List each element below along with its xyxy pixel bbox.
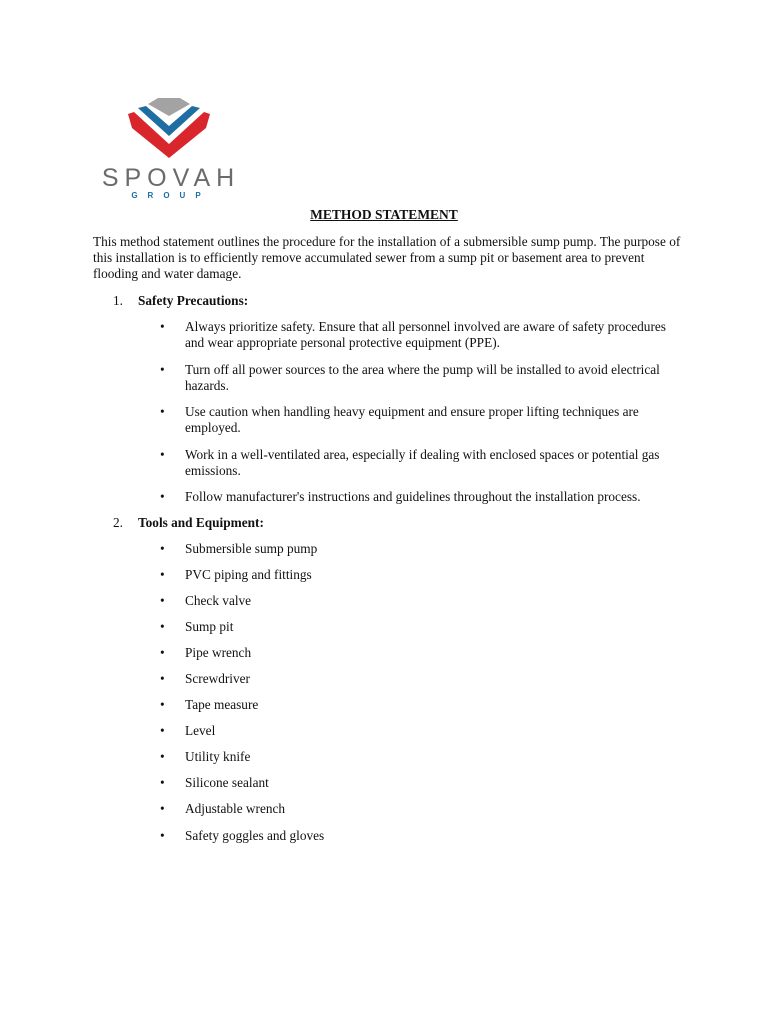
list-item-text: Utility knife [185,749,251,764]
list-item [160,723,680,739]
list-item [160,749,680,765]
list-item [160,404,680,436]
bullet-icon: • [160,749,165,764]
bullet-icon: • [160,645,165,660]
list-item [160,319,680,351]
list-item-text: Work in a well-ventilated area, especially if dealing with enclosed spaces or potential gas emissions. [185,447,660,478]
list-item [160,645,680,661]
bullet-icon: • [160,775,165,790]
bullet-icon: • [160,447,165,462]
bullet-icon: • [160,828,165,843]
section-number: 1. [113,293,123,308]
list-item-text: Level [185,723,216,738]
section-tools-heading [113,515,264,531]
list-item-text: Check valve [185,593,252,608]
section-label: Tools and Equipment: [138,515,264,530]
list-item-text: Sump pit [185,619,234,634]
bullet-icon: • [160,697,165,712]
list-item-text: Pipe wrench [185,645,252,660]
logo-wordmark: SPOVAH [101,164,241,192]
list-item [160,541,680,557]
bullet-icon: • [160,489,165,504]
bullet-icon: • [160,801,165,816]
document-title: METHOD STATEMENT [310,207,458,222]
list-item [160,801,680,817]
list-item-text: Tape measure [185,697,259,712]
list-item [160,697,680,713]
list-item-text: Screwdriver [185,671,250,686]
list-item [160,447,680,479]
list-item [160,619,680,635]
list-item-text: PVC piping and fittings [185,567,312,582]
bullet-icon: • [160,319,165,334]
company-logo [98,96,248,202]
list-item [160,593,680,609]
list-item-text: Safety goggles and gloves [185,828,325,843]
section-safety-heading [113,293,248,309]
list-item [160,489,700,505]
list-item-text: Silicone sealant [185,775,269,790]
bullet-icon: • [160,593,165,608]
list-item-text: Turn off all power sources to the area where the pump will be installed to avoid electrical hazards. [185,362,660,393]
bullet-icon: • [160,723,165,738]
section-number: 2. [113,515,123,530]
spovah-logo-icon [98,96,248,202]
bullet-icon: • [160,567,165,582]
section-label: Safety Precautions: [138,293,249,308]
list-item [160,567,680,583]
list-item [160,362,680,394]
bullet-icon: • [160,619,165,634]
list-item-text: Submersible sump pump [185,541,318,556]
bullet-icon: • [160,404,165,419]
list-item-text: Use caution when handling heavy equipment and ensure proper lifting techniques are employed. [185,404,639,435]
bullet-icon: • [160,541,165,556]
list-item [160,828,680,844]
list-item-text: Always prioritize safety. Ensure that all personnel involved are aware of safety procedures and wear appropriate personal protective equipment (PPE). [185,319,666,350]
intro-paragraph: This method statement outlines the procedure for the installation of a submersible sump pump. The purpose of this installation is to efficiently remove accumulated sewer from a sump pit or basement area to prevent flooding and water damage. [93,234,681,281]
bullet-icon: • [160,362,165,377]
logo-subtext: GROUP [131,191,211,200]
list-item [160,775,680,791]
bullet-icon: • [160,671,165,686]
list-item [160,671,680,687]
list-item-text: Follow manufacturer's instructions and guidelines throughout the installation process. [185,489,641,504]
list-item-text: Adjustable wrench [185,801,286,816]
